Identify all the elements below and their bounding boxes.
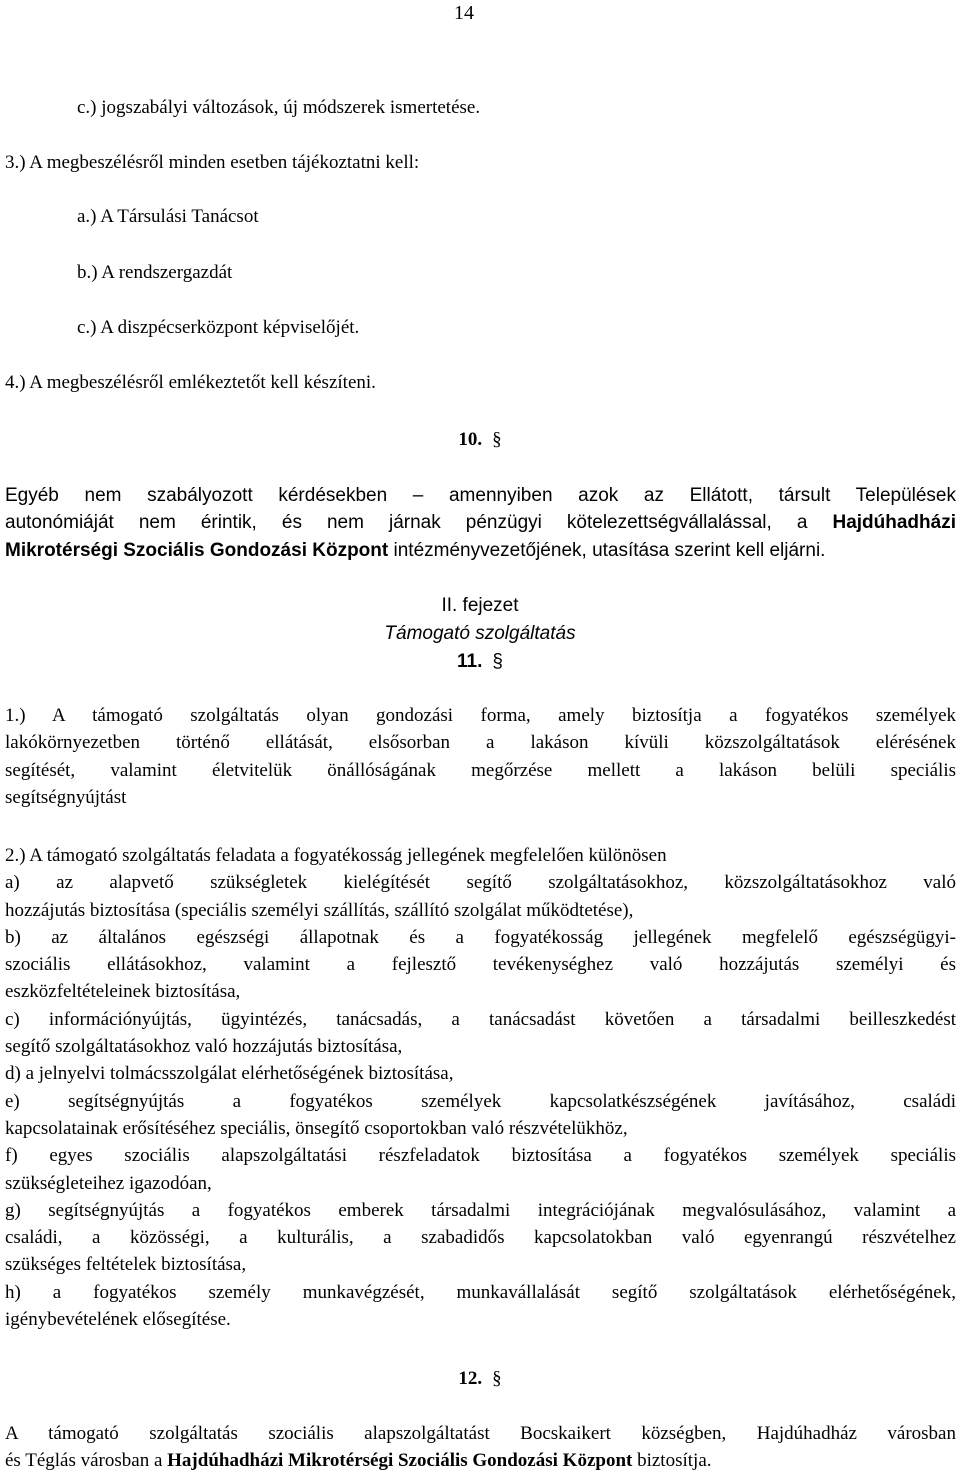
paragraph-text: és Téglás városban a — [5, 1450, 163, 1472]
paragraph-line: a) az alapvető szükségletek kielégítését segítő szolgáltatásokhoz, közszolgáltatásokhoz való — [5, 872, 956, 894]
paragraph-line: d) a jelnyelvi tolmácsszolgálat elérhetőségének biztosítása, — [5, 1063, 454, 1085]
list-item-c-top — [77, 97, 480, 119]
paragraph-line: hozzájutás biztosítása (speciális személyi szállítás, szállító szolgálat működtetése), — [5, 899, 634, 921]
list-marker: c.) — [77, 317, 97, 338]
chapter-label: II. fejezet — [441, 595, 519, 616]
section-number: 10. — [458, 429, 483, 450]
section-sign: § — [492, 429, 502, 450]
list-text: A rendszergazdát — [101, 262, 233, 283]
list-marker: c.) — [77, 97, 97, 118]
paragraph-line: szükségleteihez igazodóan, — [5, 1172, 212, 1194]
paragraph-text: intézményvezetőjének, utasítása szerint kell eljárni. — [393, 539, 826, 561]
list-item-4 — [5, 372, 376, 394]
section-sign: § — [492, 651, 503, 672]
section-12-heading — [0, 1367, 960, 1391]
paragraph-line: szükséges feltételek biztosítása, — [5, 1254, 247, 1276]
page-number: 14 — [454, 2, 474, 24]
list-text: jogszabályi változások, új módszerek ismertetése. — [101, 97, 481, 118]
section-number: 12. — [458, 1368, 483, 1389]
institution-name: Hajdúhadházi Mikrotérségi Szociális Gondozási Központ — [167, 1450, 633, 1472]
list-marker: 4.) — [5, 372, 26, 393]
list-item-b — [77, 262, 232, 284]
chapter-title: Támogató szolgáltatás — [384, 623, 576, 644]
paragraph-line: b) az általános egészségi állapotnak és a fogyatékosság jellegének megfelelő egészségügyi- — [5, 926, 956, 948]
section-11-heading — [0, 650, 960, 674]
paragraph-line — [5, 1447, 956, 1474]
paragraph-line: 1.) A támogató szolgáltatás olyan gondozási forma, amely biztosítja a fogyatékos személyek — [5, 705, 956, 726]
paragraph-line: e) segítségnyújtás a fogyatékos személyek kapcsolatkészségének javításához, családi — [5, 1090, 956, 1112]
list-marker: b.) — [77, 262, 98, 283]
paragraph-text: autonómiáját nem érintik, és nem járnak pénzügyi kötelezettségvállalással, a — [5, 512, 808, 534]
paragraph-line: segítségnyújtást — [5, 786, 127, 808]
paragraph-line: c) információnyújtás, ügyintézés, tanácsadás, a tanácsadást követően a társadalmi beilleszkedést — [5, 1008, 956, 1030]
paragraph-line — [5, 537, 956, 564]
list-text: A megbeszélésről minden esetben tájékoztatni kell: — [29, 152, 420, 173]
list-item-c — [77, 317, 359, 339]
section-11-paragraph-1 — [5, 702, 956, 811]
paragraph-line: segítő szolgáltatásokhoz való hozzájutás biztosítása, — [5, 1036, 403, 1058]
paragraph-line: Egyéb nem szabályozott kérdésekben – amennyiben azok az Ellátott, társult Települések — [5, 485, 956, 506]
section-11-paragraph-2 — [5, 842, 956, 1333]
paragraph-text: biztosítja. — [637, 1450, 712, 1472]
list-text: A Társulási Tanácsot — [100, 206, 259, 227]
paragraph-line: eszközfeltételeinek biztosítása, — [5, 981, 241, 1003]
paragraph-line: szociális ellátásokhoz, valamint a fejlesztő tevékenységhez való hozzájutás személyi és — [5, 954, 956, 976]
paragraph-line: 2.) A támogató szolgáltatás feladata a fogyatékosság jellegének megfelelően különösen — [5, 845, 667, 866]
list-text: A diszpécserközpont képviselőjét. — [100, 317, 360, 338]
paragraph-line: f) egyes szociális alapszolgáltatási részfeladatok biztosítása a fogyatékos személyek speciális — [5, 1145, 956, 1167]
section-number: 11. — [457, 651, 483, 672]
list-text: A megbeszélésről emlékeztetőt kell készíteni. — [29, 372, 376, 393]
paragraph-line: h) a fogyatékos személy munkavégzését, munkavállalását segítő szolgáltatások elérhetőségének, — [5, 1281, 956, 1303]
paragraph-line: g) segítségnyújtás a fogyatékos emberek társadalmi integrációjának megvalósulásához, valamint a — [5, 1199, 956, 1221]
list-marker: 3.) — [5, 152, 26, 173]
paragraph-line: lakókörnyezetben történő ellátását, elsősorban a lakáson kívüli közszolgáltatások elérésének — [5, 732, 956, 754]
institution-name: Mikrotérségi Szociális Gondozási Központ — [5, 539, 389, 561]
paragraph-line: családi, a közösségi, a kulturális, a szabadidős kapcsolatokban való egyenrangú részvételhez — [5, 1227, 956, 1249]
section-sign: § — [492, 1368, 502, 1389]
paragraph-line — [5, 509, 956, 536]
paragraph-line: igénybevételének elősegítése. — [5, 1309, 231, 1331]
paragraph-line: kapcsolatainak erősítéséhez speciális, önsegítő csoportokban való részvételükhöz, — [5, 1117, 628, 1139]
list-item-a — [77, 206, 259, 228]
section-12-paragraph — [5, 1420, 956, 1475]
section-10-heading — [0, 428, 960, 452]
list-marker: a.) — [77, 206, 97, 227]
paragraph-line: segítését, valamint életvitelük önállóságának megőrzése mellett a lakáson belüli speciális — [5, 759, 956, 781]
list-item-3 — [5, 152, 419, 174]
section-10-paragraph — [5, 482, 956, 564]
paragraph-line: A támogató szolgáltatás szociális alapszolgáltatást Bocskaikert községben, Hajdúhadház városban — [5, 1423, 956, 1444]
institution-name: Hajdúhadházi — [832, 512, 956, 534]
